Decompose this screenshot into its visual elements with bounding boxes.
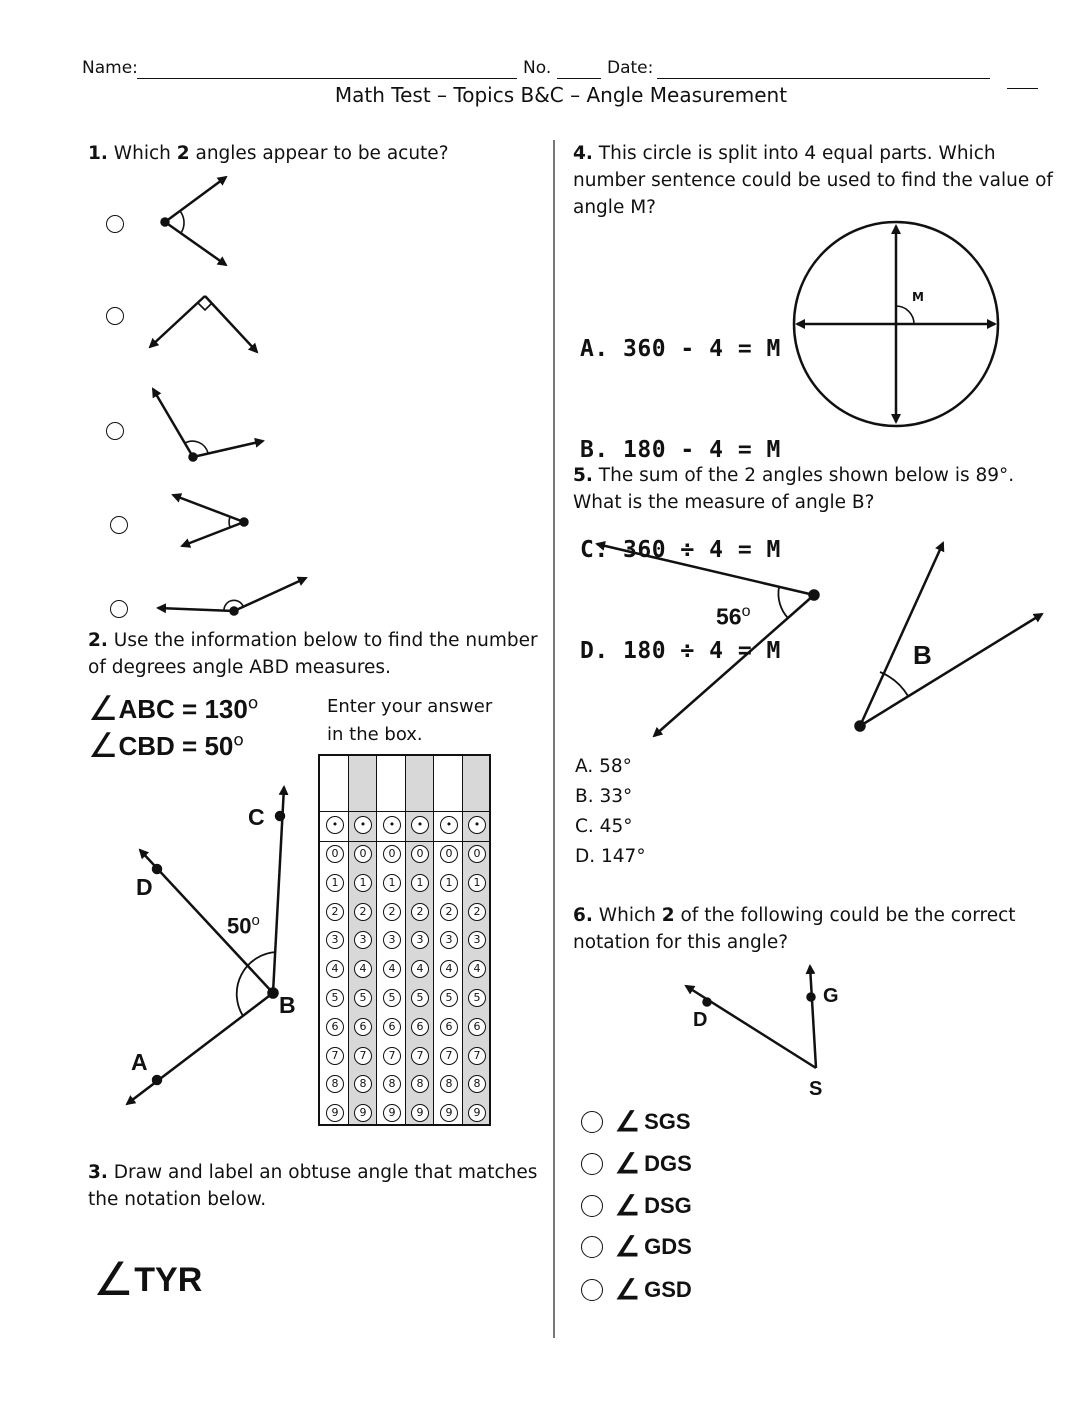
- q5-option-d[interactable]: D. 147°: [575, 846, 646, 867]
- grid-digit-bubble[interactable]: 4: [383, 960, 401, 978]
- q4-option-a[interactable]: A. 360 - 4 = M: [580, 336, 781, 362]
- grid-digit-bubble[interactable]: 5: [440, 989, 458, 1007]
- grid-digit-bubble[interactable]: 6: [326, 1018, 344, 1036]
- angle-symbol-icon: ∠: [615, 1190, 641, 1221]
- grid-digit-bubble[interactable]: 4: [326, 960, 344, 978]
- grid-digit-bubble[interactable]: 1: [440, 874, 458, 892]
- point-c-label: C: [248, 804, 265, 830]
- q5-option-a[interactable]: A. 58°: [575, 756, 632, 777]
- q5-option-c[interactable]: C. 45°: [575, 816, 633, 837]
- grid-digit-bubble[interactable]: 3: [326, 931, 344, 949]
- grid-digit-bubble[interactable]: 6: [468, 1018, 486, 1036]
- grid-digit-bubble[interactable]: 2: [354, 903, 372, 921]
- q4-circle-figure: [560, 0, 1088, 440]
- grid-digit-bubble[interactable]: 1: [326, 874, 344, 892]
- q6-radio[interactable]: [581, 1153, 603, 1175]
- angle-symbol-icon: ∠: [88, 726, 119, 766]
- q6-option-gds[interactable]: ∠ GDS: [581, 1230, 692, 1263]
- grid-digit-bubble[interactable]: 3: [440, 931, 458, 949]
- grid-digit-bubble[interactable]: 2: [326, 903, 344, 921]
- name-label: Name:: [82, 58, 138, 78]
- grid-digit-bubble[interactable]: 0: [440, 845, 458, 863]
- q6-option-dsg[interactable]: ∠ DSG: [581, 1189, 692, 1222]
- answer-grid: [318, 754, 491, 1126]
- grid-digit-bubble[interactable]: 1: [383, 874, 401, 892]
- q6-option-gsd[interactable]: ∠ GSD: [581, 1273, 692, 1306]
- grid-digit-bubble[interactable]: 2: [468, 903, 486, 921]
- question-6-text: 6. Which 2 of the following could be the correct notation for this angle?: [573, 905, 1016, 953]
- grid-digit-bubble[interactable]: 7: [440, 1047, 458, 1065]
- angle-symbol-icon: ∠: [615, 1231, 641, 1262]
- grid-digit-bubble[interactable]: 0: [326, 845, 344, 863]
- grid-digit-bubble[interactable]: 8: [354, 1075, 372, 1093]
- q6-radio[interactable]: [581, 1195, 603, 1217]
- grid-digit-bubble[interactable]: 8: [411, 1075, 429, 1093]
- grid-digit-bubble[interactable]: 4: [440, 960, 458, 978]
- grid-digit-bubble[interactable]: 7: [383, 1047, 401, 1065]
- grid-decimal-bubble[interactable]: •: [411, 816, 429, 834]
- q6-radio[interactable]: [581, 1236, 603, 1258]
- grid-decimal-bubble[interactable]: •: [326, 816, 344, 834]
- grid-digit-bubble[interactable]: 5: [468, 989, 486, 1007]
- q5-options: [575, 752, 646, 872]
- answer-instructions: Enter your answer in the box.: [327, 696, 493, 745]
- grid-digit-bubble[interactable]: 1: [354, 874, 372, 892]
- grid-digit-bubble[interactable]: 6: [440, 1018, 458, 1036]
- grid-digit-bubble[interactable]: 0: [383, 845, 401, 863]
- point-b-label: B: [279, 992, 296, 1018]
- given-angle-cbd: ∠CBD = $50^o$: [88, 726, 244, 766]
- q3-notation: ∠TYR: [93, 1252, 203, 1306]
- grid-digit-bubble[interactable]: 2: [411, 903, 429, 921]
- grid-digit-bubble[interactable]: 8: [326, 1075, 344, 1093]
- date-label: Date:: [607, 58, 654, 78]
- grid-decimal-bubble[interactable]: •: [468, 816, 486, 834]
- q4-option-c[interactable]: C. 360 ÷ 4 = M: [580, 537, 781, 563]
- point-a-label: A: [131, 1049, 148, 1075]
- angle-symbol-icon: ∠: [88, 689, 119, 729]
- given-angle-abc: ∠ABC = $130^o$: [88, 689, 259, 729]
- q6-option-sgs[interactable]: ∠ SGS: [581, 1105, 691, 1138]
- grid-digit-bubble[interactable]: 3: [354, 931, 372, 949]
- angle-56-label: 56$^o$: [716, 603, 751, 630]
- point-d-label: D: [136, 874, 153, 900]
- grid-decimal-bubble[interactable]: •: [440, 816, 458, 834]
- grid-digit-bubble[interactable]: 6: [383, 1018, 401, 1036]
- question-4-text: 4. This circle is split into 4 equal parts. Which number sentence could be used to find the value of angle M?: [573, 143, 1053, 218]
- grid-digit-bubble[interactable]: 8: [440, 1075, 458, 1093]
- grid-digit-bubble[interactable]: 4: [354, 960, 372, 978]
- angle-symbol-icon: ∠: [615, 1148, 641, 1179]
- q5-option-b[interactable]: B. 33°: [575, 786, 633, 807]
- grid-digit-bubble[interactable]: 7: [326, 1047, 344, 1065]
- grid-digit-bubble[interactable]: 4: [411, 960, 429, 978]
- point-g-label: G: [823, 985, 839, 1007]
- angle-symbol-icon: ∠: [93, 1252, 135, 1306]
- question-1-text: 1. Which 2 angles appear to be acute?: [88, 143, 449, 164]
- grid-digit-bubble[interactable]: 3: [411, 931, 429, 949]
- grid-digit-bubble[interactable]: 3: [383, 931, 401, 949]
- question-3-text: 3. Draw and label an obtuse angle that matches the notation below.: [88, 1162, 538, 1210]
- grid-digit-bubble[interactable]: 9: [411, 1104, 429, 1122]
- q6-radio[interactable]: [581, 1279, 603, 1301]
- q6-radio[interactable]: [581, 1111, 603, 1133]
- grid-digit-bubble[interactable]: 6: [354, 1018, 372, 1036]
- grid-decimal-bubble[interactable]: •: [354, 816, 372, 834]
- grid-digit-bubble[interactable]: 0: [354, 845, 372, 863]
- grid-digit-bubble[interactable]: 5: [383, 989, 401, 1007]
- question-5-text: 5. The sum of the 2 angles shown below is 89°. What is the measure of angle B?: [573, 465, 1015, 513]
- angle-m-label: M: [912, 290, 924, 304]
- grid-digit-bubble[interactable]: 7: [354, 1047, 372, 1065]
- grid-digit-bubble[interactable]: 7: [468, 1047, 486, 1065]
- q6-option-dgs[interactable]: ∠ DGS: [581, 1147, 692, 1180]
- angle-symbol-icon: ∠: [615, 1274, 641, 1305]
- grid-digit-bubble[interactable]: 1: [468, 874, 486, 892]
- grid-digit-bubble[interactable]: 2: [383, 903, 401, 921]
- grid-digit-bubble[interactable]: 3: [468, 931, 486, 949]
- grid-digit-bubble[interactable]: 4: [468, 960, 486, 978]
- grid-digit-bubble[interactable]: 9: [354, 1104, 372, 1122]
- grid-digit-bubble[interactable]: 5: [354, 989, 372, 1007]
- grid-digit-bubble[interactable]: 9: [383, 1104, 401, 1122]
- grid-digit-bubble[interactable]: 9: [326, 1104, 344, 1122]
- point-d-label-q6: D: [693, 1009, 708, 1031]
- q5-angle-figures: [560, 500, 1088, 760]
- angle-symbol-icon: ∠: [615, 1106, 641, 1137]
- question-2-text: 2. Use the information below to find the number of degrees angle ABD measures.: [88, 630, 538, 678]
- grid-decimal-bubble[interactable]: •: [383, 816, 401, 834]
- grid-digit-bubble[interactable]: 9: [440, 1104, 458, 1122]
- angle-b-label: B: [913, 640, 932, 670]
- grid-digit-bubble[interactable]: 0: [468, 845, 486, 863]
- grid-digit-bubble[interactable]: 5: [411, 989, 429, 1007]
- grid-digit-bubble[interactable]: 9: [468, 1104, 486, 1122]
- grid-digit-bubble[interactable]: 0: [411, 845, 429, 863]
- grid-digit-bubble[interactable]: 1: [411, 874, 429, 892]
- grid-digit-bubble[interactable]: 8: [383, 1075, 401, 1093]
- q4-option-d[interactable]: D. 180 ÷ 4 = M: [580, 637, 781, 664]
- page-title: Math Test – Topics B&C – Angle Measurement: [334, 83, 788, 107]
- angle-50-label: 50$^o$: [227, 912, 260, 939]
- grid-digit-bubble[interactable]: 2: [440, 903, 458, 921]
- grid-digit-bubble[interactable]: 7: [411, 1047, 429, 1065]
- grid-digit-bubble[interactable]: 6: [411, 1018, 429, 1036]
- number-label: No.: [523, 58, 552, 78]
- q4-option-b[interactable]: B. 180 - 4 = M: [580, 436, 781, 463]
- point-s-label: S: [809, 1078, 823, 1100]
- grid-digit-bubble[interactable]: 8: [468, 1075, 486, 1093]
- grid-digit-bubble[interactable]: 5: [326, 989, 344, 1007]
